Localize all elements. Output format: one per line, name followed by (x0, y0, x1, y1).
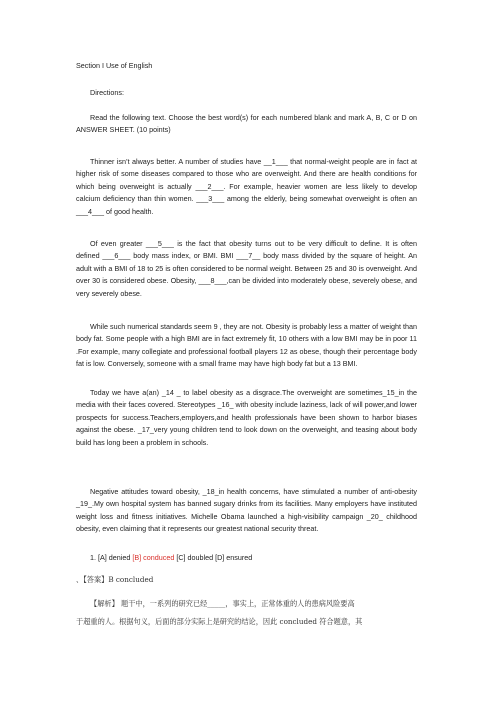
analysis-line-2: 于超重的人。根据句义，后面的部分实际上是研究的结论，因此 concluded 符合题意，其 (76, 617, 363, 626)
section-title: Section I Use of English (76, 61, 153, 70)
paragraph-4: Today we have a(an) _14 _ to label obesity as a disgrace.The overweight are sometimes_15_in the media with their faces covered. Stereotypes _16_ with obesity include laziness, lack of will power,and lower prospects for success.Teachers,employers,and health professionals have been shown to harbor biases against the obese. _17_very young children tend to look down on the overweight, and teasing about body build has long been a problem in schools. (76, 388, 417, 447)
paragraph-5: Negative attitudes toward obesity, _18_in health concerns, have stimulated a number of anti-obesity _19_.My own hospital system has banned sugary drinks from its facilities. Many employers have instituted weight loss and fitness initiatives. Michelle Obama launched a high-visibility campaign _20_ childhood obesity, even claiming that it represents our greatest national security threat. (76, 487, 417, 534)
paragraph-1: Thinner isn’t always better. A number of studies have __1___ that normal-weight people are in fact at higher risk of some diseases compared to those who are overweight. And there are health conditions for which being overweight is actually ___2___. For example, heavier women are less likely to develop calcium deficiency than thin women. ___3___ among the elderly, being somewhat overweight is often an ___4___ of good health. (76, 157, 417, 216)
analysis-line-1: 【解析】 题干中，一系列的研究已经_____，事实上，正常体重的人的患病风险要高 (90, 599, 355, 608)
question-1 (90, 552, 417, 564)
answer-line: 、【答案】B concluded (76, 575, 154, 584)
paragraph-3: While such numerical standards seem 9 , they are not. Obesity is probably less a matter of weight than body fat. Some people with a high BMI are in fact extremely fit, 10 others with a low BMI may be in poor 11 .For example, many collegiate and professional football players 12 as obese, though their percentage body fat is low. Conversely, someone with a small frame may have high body fat but a 13 BMI. (76, 322, 417, 369)
directions-label: Directions: (90, 88, 124, 97)
question-number: 1. (90, 553, 96, 562)
option-b-highlighted: [B] conduced (132, 553, 175, 562)
directions-text: Read the following text. Choose the best word(s) for each numbered blank and mark A, B, C or D on ANSWER SHEET. (10 points) (76, 113, 417, 135)
paragraph-2: Of even greater ___5___ is the fact that obesity turns out to be very difficult to define. It is often defined ___6___ body mass index, or BMI. BMI ___7__ body mass divided by the square of height. An adult with a BMI of 18 to 25 is often considered to be normal weight. Between 25 and 30 is overweight. And over 30 is considered obese. Obesity, ___8___,can be divided into moderately obese, severely obese, and very severely obese. (76, 239, 417, 298)
option-c-d: [C] doubled [D] ensured (176, 553, 253, 562)
option-a: [A] denied (98, 553, 131, 562)
